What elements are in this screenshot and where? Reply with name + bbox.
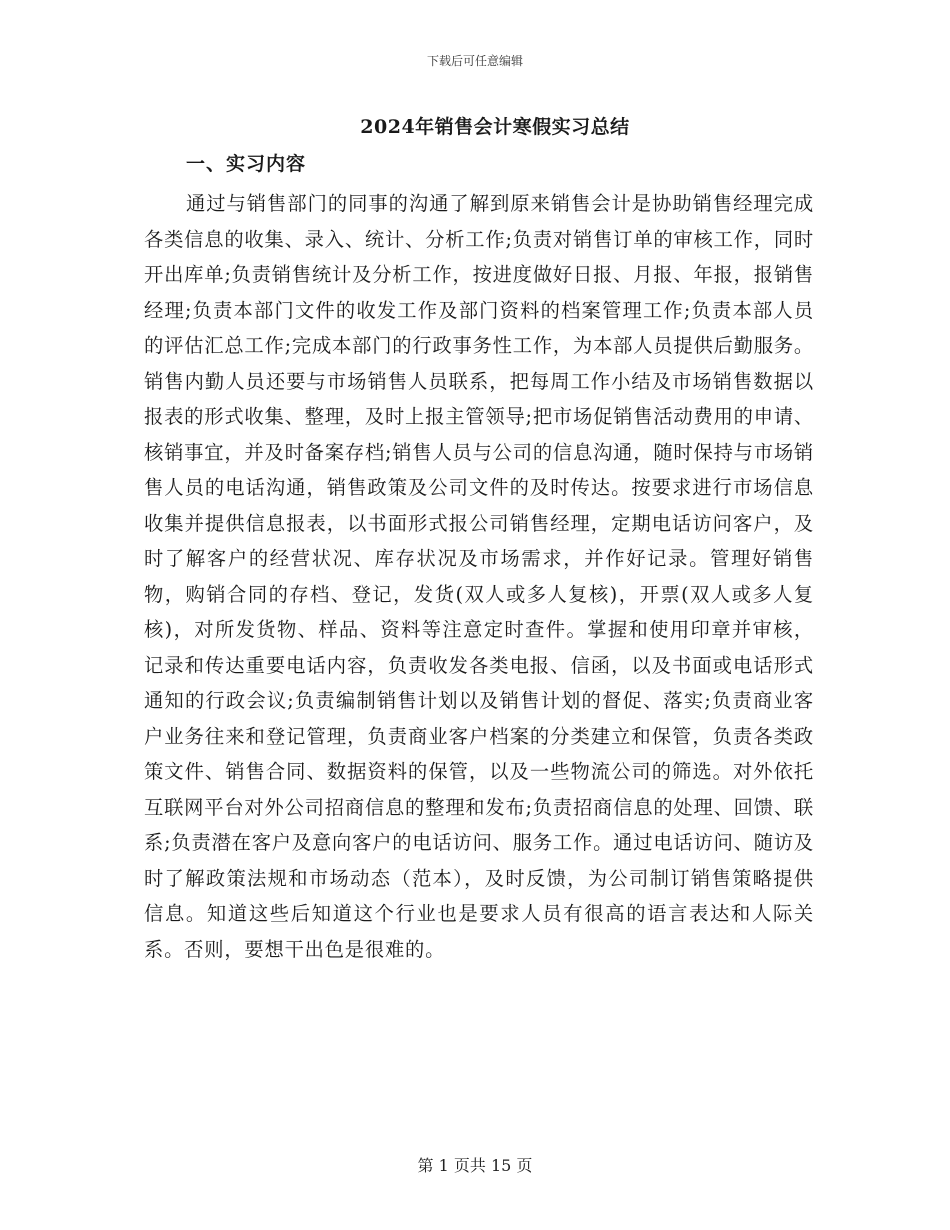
page-header-note: 下载后可任意编辑 [426,54,523,68]
section-heading: 一、实习内容 [186,153,307,175]
body-paragraph: 通过与销售部门的同事的沟通了解到原来销售会计是协助销售经理完成各类信息的收集、录入、统计、分析工作;负责对销售订单的审核工作，同时开出库单;负责销售统计及分析工作，按进度做好日报、月报、年报，报销售经理;负责本部门文件的收发工作及部门资料的档案管理工作;负责本部人员的评估汇总工作;完成本部门的行政事务性工作，为本部人员提供后勤服务。销售内勤人员还要与市场销售人员联系，把每周工作小结及市场销售数据以报表的形式收集、整理，及时上报主管领导;把市场促销售活动费用的申请、核销事宜，并及时备案存档;销售人员与公司的信息沟通，随时保持与市场销售人员的电话沟通，销售政策及公司文件的及时传达。按要求进行市场信息收集并提供信息报表，以书面形式报公司销售经理，定期电话访问客户，及时了解客户的经营状况、库存状况及市场需求，并作好记录。管理好销售物，购销合同的存档、登记，发货(双人或多人复核)，开票(双人或多人复核)，对所发货物、样品、资料等注意定时查件。掌握和使用印章并审核，记录和传达重要电话内容，负责收发各类电报、信函，以及书面或电话形式通知的行政会议;负责编制销售计划以及销售计划的督促、落实;负责商业客户业务往来和登记管理，负责商业客户档案的分类建立和保管，负责各类政策文件、销售合同、数据资料的保管，以及一些物流公司的筛选。对外依托互联网平台对外公司招商信息的整理和发布;负责招商信息的处理、回馈、联系;负责潜在客户及意向客户的电话访问、服务工作。通过电话访问、随访及时了解政策法规和市场动态（范本），及时反馈，为公司制订销售策略提供信息。知道这些后知道这个行业也是要求人员有很高的语言表达和人际关系。否则，要想干出色是很难的。 [144,192,814,961]
document-title: 2024年销售会计寒假实习总结 [360,116,630,138]
page-number-footer: 第 1 页共 15 页 [417,1156,533,1175]
